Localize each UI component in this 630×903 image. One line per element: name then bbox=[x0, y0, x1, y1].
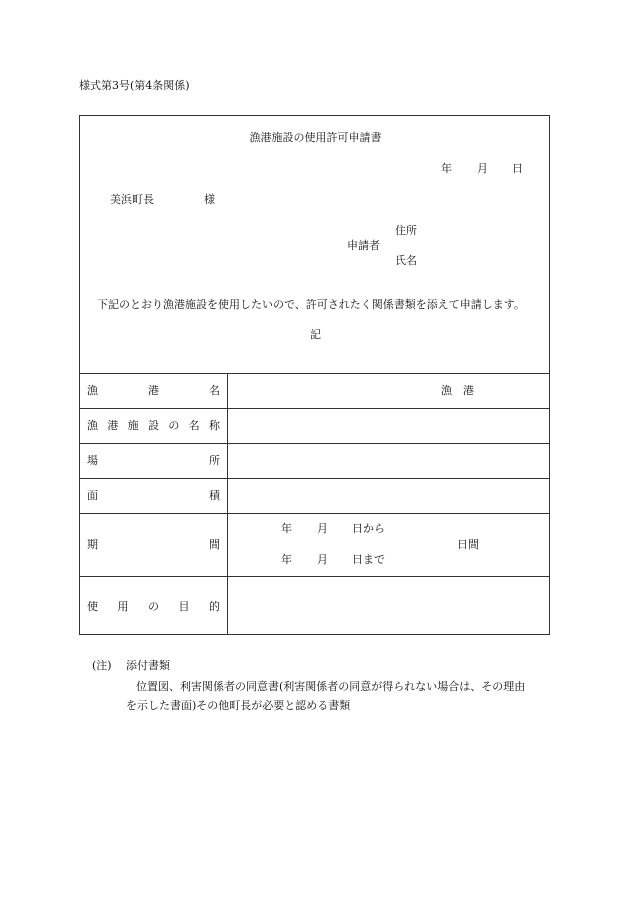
label-char: 目 bbox=[178, 600, 190, 613]
column-divider bbox=[227, 373, 228, 634]
period-to-month: 月 bbox=[317, 553, 328, 566]
label-char: 間 bbox=[209, 538, 220, 551]
date-day: 日 bbox=[512, 162, 523, 175]
fishing-port-value: 漁 港 bbox=[441, 384, 474, 397]
note-heading: 添付書類 bbox=[126, 659, 170, 672]
label-char: の bbox=[148, 600, 159, 613]
note-marker: (注) bbox=[92, 659, 112, 672]
label-char: 港 bbox=[107, 419, 119, 432]
period-from-day: 日から bbox=[352, 522, 385, 535]
address-label: 住所 bbox=[395, 224, 417, 237]
label-char: 用 bbox=[117, 600, 129, 613]
label-char: 称 bbox=[208, 419, 220, 432]
table-row-label-area bbox=[87, 490, 220, 501]
table-top-border bbox=[80, 373, 549, 374]
table-row-label-period bbox=[87, 539, 220, 550]
period-from-year: 年 bbox=[281, 522, 292, 535]
addressee: 美浜町長 bbox=[110, 193, 154, 206]
period-to-year: 年 bbox=[281, 553, 292, 566]
table-row-label-fishing-port bbox=[87, 385, 220, 396]
row-divider bbox=[80, 576, 549, 577]
application-statement: 下記のとおり漁港施設を使用したいので、許可されたく関係書類を添えて申請します。 bbox=[97, 298, 525, 311]
row-divider bbox=[80, 478, 549, 479]
period-days: 日間 bbox=[457, 538, 479, 551]
period-from-month: 月 bbox=[317, 522, 328, 535]
label-char: 設 bbox=[147, 419, 159, 432]
label-char: 的 bbox=[209, 600, 220, 613]
label-char: 施 bbox=[127, 419, 139, 432]
table-row-label-location bbox=[87, 455, 220, 466]
label-char: 使 bbox=[87, 600, 98, 613]
label-char: 名 bbox=[188, 419, 200, 432]
date-month: 月 bbox=[477, 162, 488, 175]
name-label: 氏名 bbox=[395, 254, 417, 267]
label-char: 所 bbox=[209, 454, 220, 467]
label-char: 漁 bbox=[87, 419, 98, 432]
row-divider bbox=[80, 513, 549, 514]
honorific: 様 bbox=[204, 193, 215, 206]
label-char: 積 bbox=[209, 489, 220, 502]
row-divider bbox=[80, 443, 549, 444]
table-row-label-facility-name bbox=[87, 420, 220, 431]
application-form bbox=[79, 115, 550, 635]
label-char: 期 bbox=[87, 538, 98, 551]
label-char: 漁 bbox=[87, 384, 98, 397]
note-body-line2: を示した書面)その他町長が必要と認める書類 bbox=[126, 699, 351, 712]
period-to-day: 日まで bbox=[352, 553, 385, 566]
form-title: 漁港施設の使用許可申請書 bbox=[249, 131, 382, 144]
form-id: 様式第3号(第4条関係) bbox=[79, 79, 190, 92]
label-char: 面 bbox=[87, 489, 98, 502]
note-body-line1: 位置図、利害関係者の同意書(利害関係者の同意が得られない場合は、その理由 bbox=[136, 680, 526, 693]
label-char: 名 bbox=[209, 384, 220, 397]
ki-mark: 記 bbox=[310, 328, 321, 341]
date-year: 年 bbox=[441, 162, 452, 175]
row-divider bbox=[80, 408, 549, 409]
applicant-label: 申請者 bbox=[347, 239, 380, 252]
table-row-label-purpose bbox=[87, 601, 220, 612]
label-char: の bbox=[168, 419, 180, 432]
label-char: 港 bbox=[148, 384, 159, 397]
label-char: 場 bbox=[87, 454, 98, 467]
